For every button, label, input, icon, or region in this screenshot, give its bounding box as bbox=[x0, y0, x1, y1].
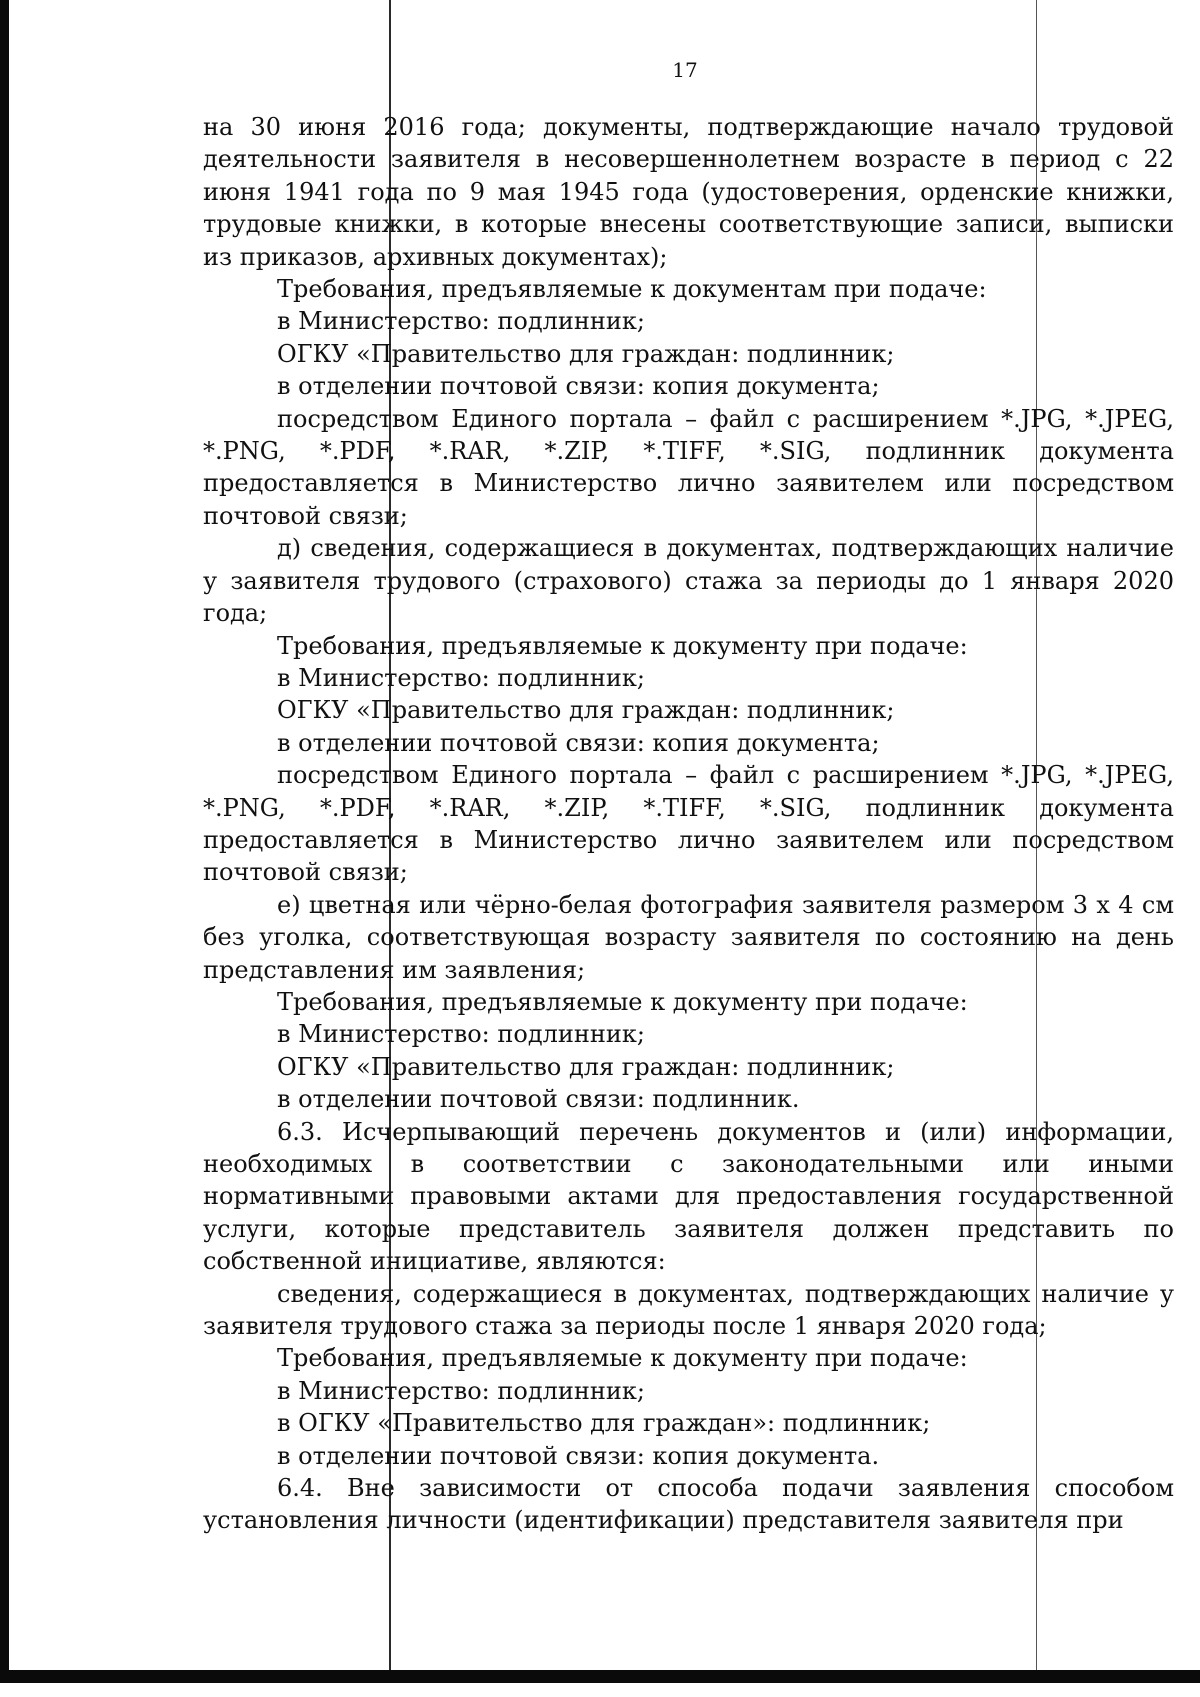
paragraph: е) цветная или чёрно-белая фотография заявителя размером 3 х 4 см без уголка, соответствующая возрасту заявителя по состоянию на день представления им заявления; bbox=[203, 890, 1174, 984]
page-number: 17 bbox=[672, 58, 698, 82]
paragraph: 6.4. Вне зависимости от способа подачи заявления способом установления личности (идентификации) представителя заявителя при bbox=[203, 1474, 1174, 1535]
scan-border-bottom bbox=[0, 1670, 1200, 1683]
scan-edge-strip bbox=[0, 1683, 1200, 1697]
paragraph: в отделении почтовой связи: подлинник. bbox=[277, 1085, 800, 1114]
paragraph: в отделении почтовой связи: копия документа. bbox=[277, 1441, 880, 1470]
paragraph: ОГКУ «Правительство для граждан: подлинник; bbox=[277, 1052, 895, 1081]
paragraph: д) сведения, содержащиеся в документах, подтверждающих наличие у заявителя трудового (страхового) стажа за периоды до 1 января 2020 года; bbox=[203, 534, 1174, 628]
paragraph: посредством Единого портала – файл с расширением *.JPG, *.JPEG, *.PNG, *.PDF, *.RAR, *.ZIP, *.TIFF, *.SIG, подлинник документа предоставляется в Министерство лично заявителем или посредством почтовой связи; bbox=[203, 761, 1174, 887]
paragraph: Требования, предъявляемые к документам при подаче: bbox=[277, 275, 987, 304]
paragraph: в Министерство: подлинник; bbox=[277, 663, 645, 692]
paragraph: в Министерство: подлинник; bbox=[277, 1376, 645, 1405]
paragraph: в Министерство: подлинник; bbox=[277, 1020, 645, 1049]
paragraph: ОГКУ «Правительство для граждан: подлинник; bbox=[277, 696, 895, 725]
paragraph: 6.3. Исчерпывающий перечень документов и (или) информации, необходимых в соответствии с законодательными или иными нормативными правовыми актами для предоставления государственной услуги, которые представитель заявителя должен представить по собственной инициативе, являются: bbox=[203, 1117, 1174, 1276]
paragraph: Требования, предъявляемые к документу при подаче: bbox=[277, 987, 968, 1016]
paragraph: Требования, предъявляемые к документу при подаче: bbox=[277, 1344, 968, 1373]
scan-border-left bbox=[0, 0, 9, 1697]
paragraph: в Министерство: подлинник; bbox=[277, 307, 645, 336]
document-body bbox=[203, 111, 1174, 1537]
paragraph: ОГКУ «Правительство для граждан: подлинник; bbox=[277, 339, 895, 368]
paragraph: на 30 июня 2016 года; документы, подтверждающие начало трудовой деятельности заявителя в несовершеннолетнем возрасте в период с 22 июня 1941 года по 9 мая 1945 года (удостоверения, орденские книжки, трудовые книжки, в которые внесены соответствующие записи, выписки из приказов, архивных документах); bbox=[203, 113, 1174, 271]
paragraph: посредством Единого портала – файл с расширением *.JPG, *.JPEG, *.PNG, *.PDF, *.RAR, *.ZIP, *.TIFF, *.SIG, подлинник документа предоставляется в Министерство лично заявителем или посредством почтовой связи; bbox=[203, 404, 1174, 530]
paragraph: в отделении почтовой связи: копия документа; bbox=[277, 372, 880, 401]
paragraph: в отделении почтовой связи: копия документа; bbox=[277, 728, 880, 757]
paragraph: Требования, предъявляемые к документу при подаче: bbox=[277, 631, 968, 660]
paragraph: сведения, содержащиеся в документах, подтверждающих наличие у заявителя трудового стажа за периоды после 1 января 2020 года; bbox=[203, 1279, 1174, 1341]
paragraph: в ОГКУ «Правительство для граждан»: подлинник; bbox=[277, 1409, 931, 1438]
